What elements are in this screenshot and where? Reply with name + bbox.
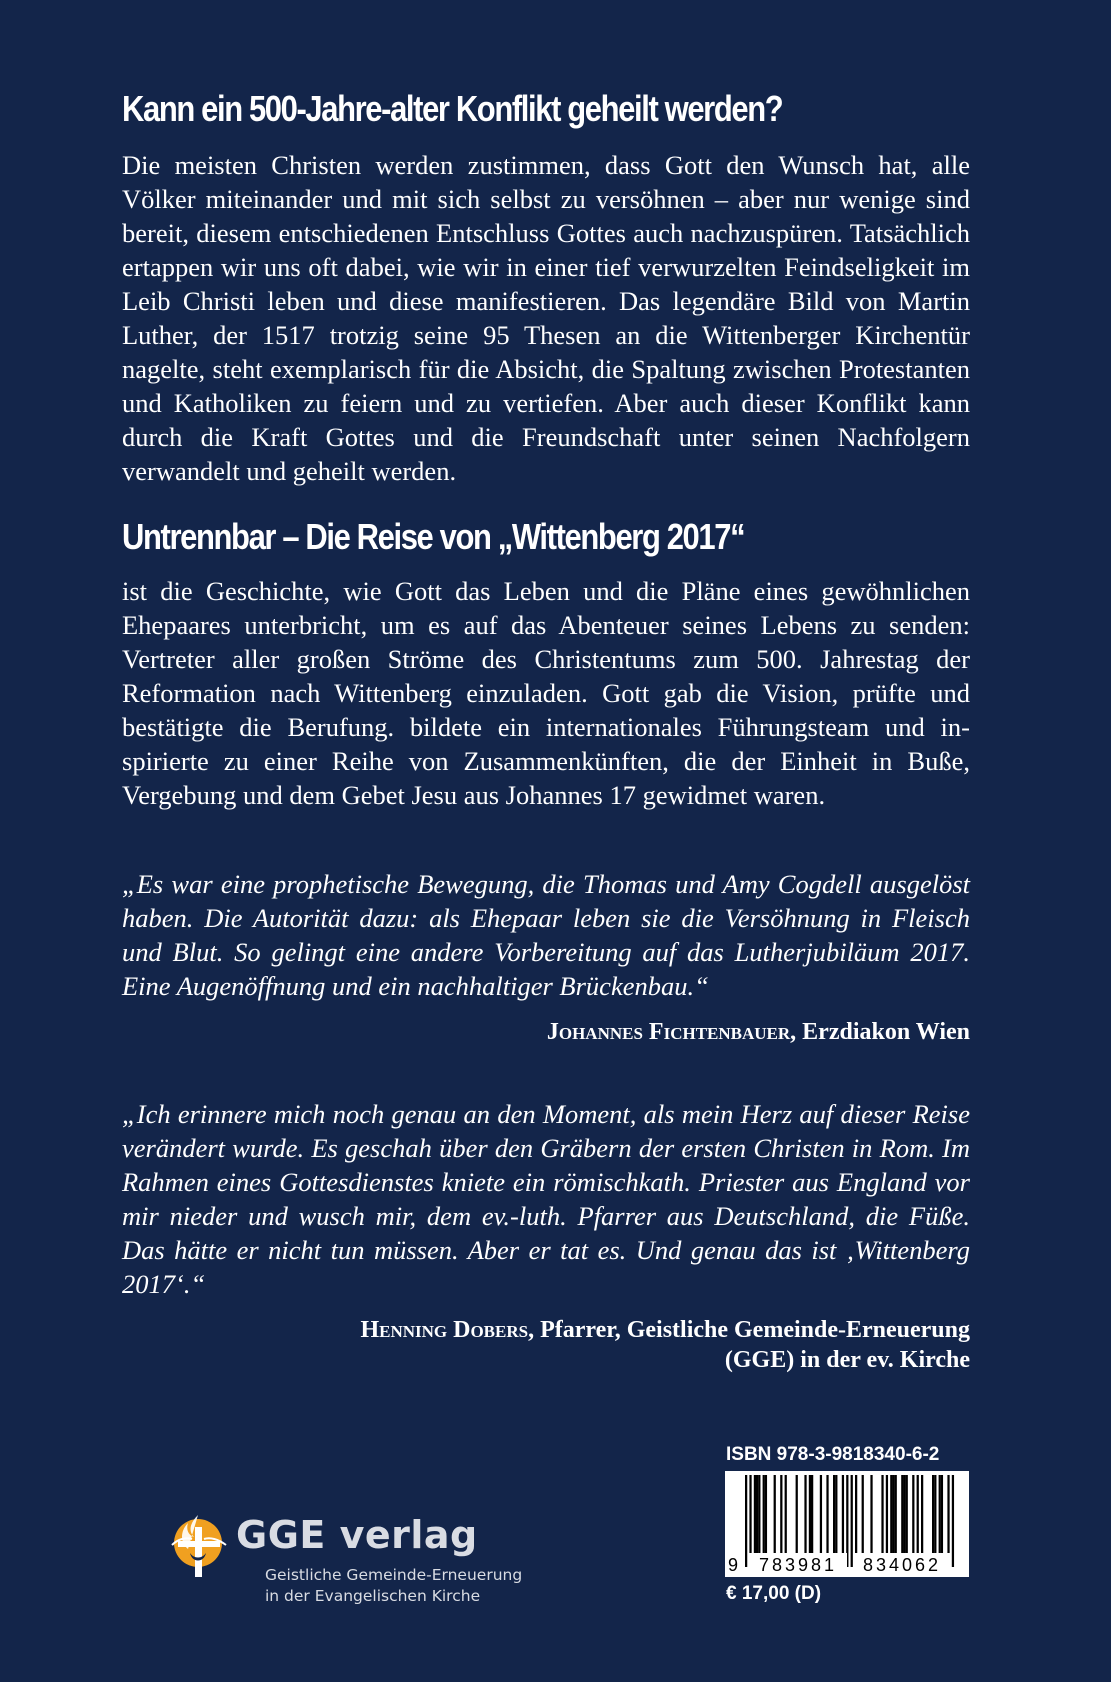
barcode-bar	[917, 1475, 919, 1555]
price-label: € 17,00 (D)	[726, 1583, 822, 1604]
barcode-bar	[903, 1475, 905, 1555]
barcode-bar	[890, 1475, 892, 1555]
barcode-bar	[804, 1475, 806, 1555]
barcode-bar	[842, 1475, 844, 1555]
barcode-bar	[886, 1475, 888, 1555]
barcode-bar	[895, 1475, 897, 1555]
section-heading-journey: Untrennbar – Die Reise von „Wittenberg 2017“	[122, 516, 745, 557]
isbn-label: ISBN 978-3-9818340-6-2	[726, 1444, 940, 1465]
publisher-subtitle-line-2: in der Evangelischen Kirche	[265, 1587, 481, 1605]
barcode-bar	[756, 1475, 758, 1555]
barcode-bar	[796, 1475, 798, 1555]
publisher-logo	[168, 1505, 548, 1615]
barcode-bar	[921, 1475, 923, 1555]
testimonial-attribution-1	[122, 1017, 970, 1047]
section-heading-conflict: Kann ein 500-Jahre-alter Konflikt geheilt werden?	[122, 88, 783, 129]
barcode-bar	[758, 1475, 760, 1555]
barcode-bar	[826, 1475, 828, 1555]
testimonial-role-2-line2: (GGE) in der ev. Kirche	[724, 1347, 970, 1373]
barcode-bar	[785, 1475, 787, 1555]
barcode-bar	[851, 1475, 853, 1567]
testimonial-author-2: Henning Dobers	[360, 1317, 529, 1343]
barcode-bar	[892, 1475, 894, 1555]
testimonial-role-1: , Erzdiakon Wien	[790, 1019, 970, 1045]
publisher-subtitle-line-1: Geistliche Gemeinde-Erneuerung	[265, 1566, 523, 1584]
isbn-barcode	[725, 1471, 969, 1577]
barcode-bar	[934, 1475, 936, 1555]
gge-cross-flame-icon	[168, 1509, 230, 1581]
barcode-bar	[906, 1475, 908, 1555]
barcode-digit-first: 9	[728, 1555, 739, 1575]
testimonial-quote-2: „Ich erinnere mich noch genau an den Moment, als mein Herz auf dieser Reise verändert wurde. Es geschah über den Gräbern der ersten Christen in Rom. Im Rahmen eines Gottesdienstes kniete ein römischkath. Priester aus England vor mir nieder und wusch mir, dem ev.-luth. Pfarrer aus Deutschland, die Füße. Das hätte er nicht tun müssen. Aber er tat es. Und genau das ist ‚Wittenberg 2017‘.“	[122, 1099, 970, 1299]
barcode-bar	[835, 1475, 837, 1555]
barcode-bar	[855, 1475, 857, 1555]
barcode-bar	[820, 1475, 822, 1555]
barcode-bar	[780, 1475, 782, 1555]
barcode-bar	[881, 1475, 883, 1555]
barcode-bar	[941, 1475, 943, 1555]
testimonial-quote-1: „Es war eine prophetische Bewegung, die Thomas und Amy Cogdell ausgelöst haben. Die Autorität dazu: als Ehepaar leben sie die Versöhnung in Fleisch und Blut. So gelingt eine andere Vorbereitung auf das Lutherjubiläum 2017. Eine Augenöffnung und ein nachhaltiger Brückenbau.“	[122, 869, 970, 1001]
barcode-bar	[870, 1475, 872, 1555]
barcode-bar	[774, 1475, 776, 1555]
testimonial-author-1: Johannes Fichtenbauer	[546, 1019, 791, 1045]
barcode-bar	[811, 1475, 813, 1555]
barcode-bar	[745, 1475, 747, 1567]
barcode-bar	[939, 1475, 941, 1555]
barcode-bar	[765, 1475, 767, 1555]
section-body-journey: ist die Geschichte, wie Gott das Leben und die Pläne eines gewöhnlichen Ehepaares unterbricht, um es auf das Abenteuer seines Lebens zu senden: Vertreter aller großen Ströme des Christentums zum 500. Jahrestag der Reformation nach Wittenberg einzuladen. Gott gab die Vision, prüfte und bestätigte die Berufung. bildete ein internationales Führungsteam und inspirierte zu einer Reihe von Zusammenkünften, die der Einheit in Buße, Vergebung und dem Gebet Jesu aus Johannes 17 gewidmet waren.	[122, 576, 970, 810]
barcode-bar	[763, 1475, 765, 1555]
barcode-bar	[754, 1475, 756, 1555]
testimonial-attribution-2	[122, 1315, 970, 1375]
publisher-subtitle	[265, 1565, 522, 1607]
publisher-name: GGE verlag	[236, 1513, 478, 1557]
barcode-bars	[725, 1471, 969, 1577]
barcode-bar	[862, 1475, 864, 1555]
section-body-conflict: Die meisten Christen werden zustimmen, dass Gott den Wunsch hat, alle Völker miteinander und mit sich selbst zu versöhnen – aber nur wenige sind bereit, diesem entschiedenen Entschluss Gottes auch nachzuspüren. Tatsächlich ertappen wir uns oft dabei, wie wir in einer tief verwurzelten Feindseligkeit im Leib Christi leben und diese manifestieren. Das legendäre Bild von Martin Luther, der 1517 trotzig seine 95 Thesen an die Wittenberger Kirchentür nagelte, steht exemplarisch für die Absicht, die Spaltung zwischen Protestanten und Katholiken zu feiern und zu vertiefen. Aber auch dieser Konflikt kann durch die Kraft Gottes und die Freundschaft unter seinen Nachfolgern verwandelt und geheilt werden.	[122, 150, 970, 486]
blurb-content	[122, 82, 970, 1375]
barcode-bar	[833, 1475, 835, 1555]
barcode-digits-right: 834062	[862, 1555, 942, 1575]
barcode-bar	[809, 1475, 811, 1555]
barcode-bar	[901, 1475, 903, 1555]
barcode-bar	[912, 1475, 914, 1555]
barcode-bar	[952, 1475, 954, 1567]
barcode-bar	[932, 1475, 934, 1555]
testimonial-role-2: , Pfarrer, Geistliche Gemeinde-Erneuerung	[528, 1317, 970, 1343]
barcode-digits-left: 783981	[758, 1555, 838, 1575]
